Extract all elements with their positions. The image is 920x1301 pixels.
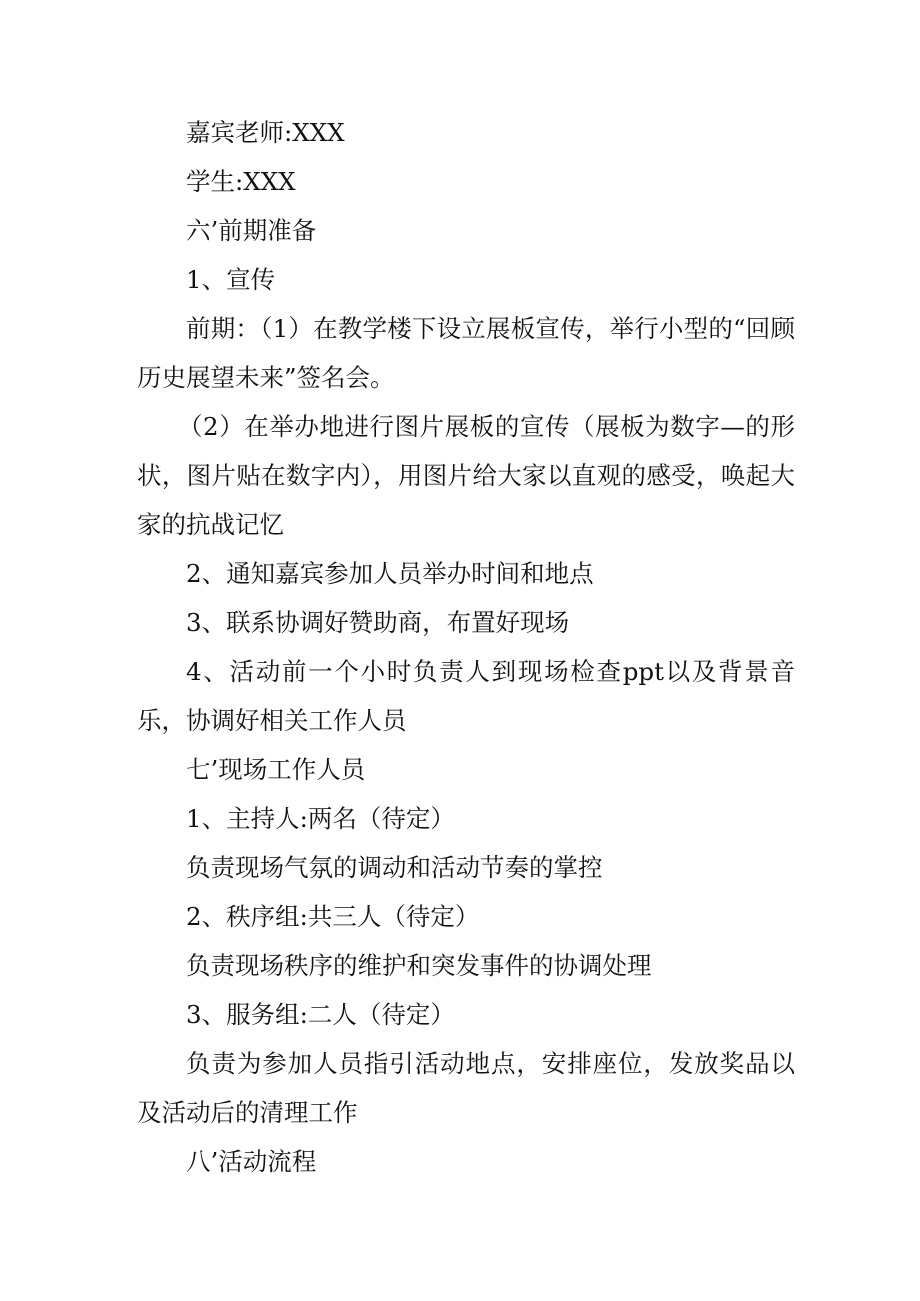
list-item-sponsors: 3、联系协调好赞助商，布置好现场	[186, 608, 570, 637]
paragraph-hosts-duty: 负责现场气氛的调动和活动节奏的掌控	[186, 853, 603, 882]
paragraph-photo-boards: （2）在举办地进行图片展板的宣传（展板为数字—的形状，图片贴在数字内），用图片给大家以直观的感受，唤起大家的抗战记忆	[137, 412, 795, 539]
list-item-notify-guests: 2、通知嘉宾参加人员举办时间和地点	[186, 559, 594, 588]
guest-teacher-line: 嘉宾老师:XXX	[186, 118, 345, 147]
list-item-hosts: 1、主持人:两名（待定）	[186, 804, 455, 833]
list-item-service-team: 3、服务组:二人（待定）	[186, 1000, 455, 1029]
section-heading-process: 八’活动流程	[186, 1147, 317, 1176]
paragraph-order-duty: 负责现场秩序的维护和突发事件的协调处理	[186, 951, 652, 980]
list-item-pre-check: 4、活动前一个小时负责人到现场检查ppt以及背景音乐，协调好相关工作人员	[137, 657, 795, 735]
list-item-order-team: 2、秩序组:共三人（待定）	[186, 902, 480, 931]
document-body	[137, 108, 795, 1186]
student-line: 学生:XXX	[186, 167, 296, 196]
paragraph-early-publicity: 前期：（1）在教学楼下设立展板宣传，举行小型的“回顾历史展望未来”签名会。	[137, 314, 795, 392]
paragraph-service-duty: 负责为参加人员指引活动地点，安排座位，发放奖品以及活动后的清理工作	[137, 1049, 795, 1127]
section-heading-preparation: 六’前期准备	[186, 216, 317, 245]
section-heading-staff: 七’现场工作人员	[186, 755, 366, 784]
list-item-publicity: 1、宣传	[186, 265, 276, 294]
